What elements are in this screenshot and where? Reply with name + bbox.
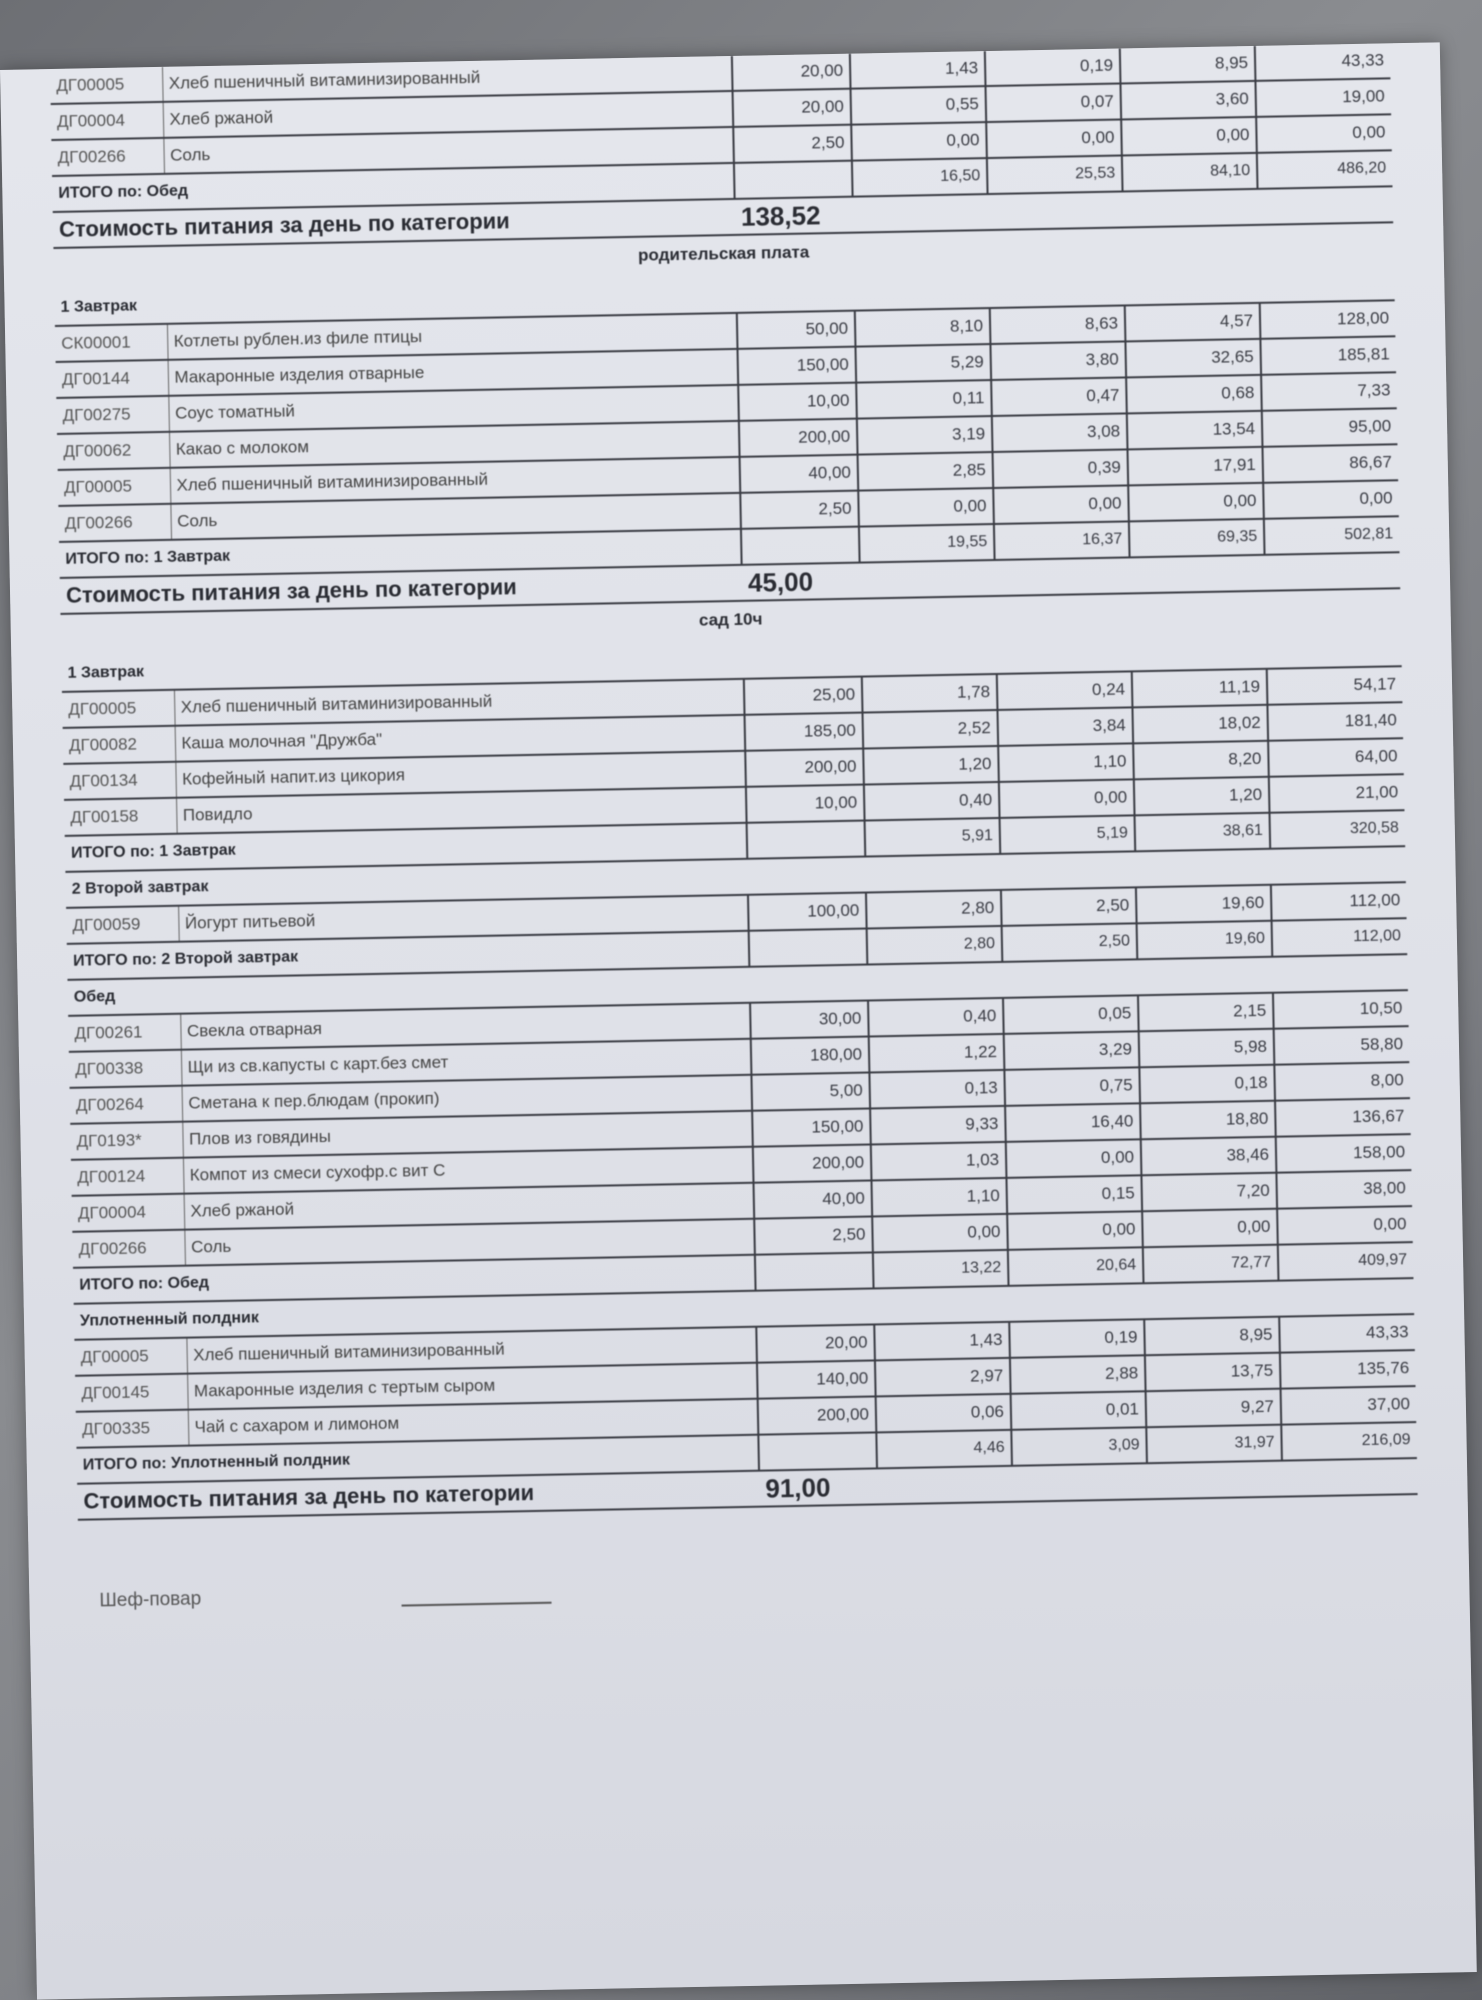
item-weight: 2,50 (733, 125, 852, 163)
menu-report (50, 43, 1419, 1612)
total-value: 4,46 (876, 1430, 1012, 1469)
item-energy: 0,00 (1277, 1206, 1413, 1245)
item-carbs: 0,00 (1142, 1209, 1278, 1248)
item-protein: 2,85 (858, 452, 994, 491)
item-fat: 3,29 (1004, 1031, 1140, 1070)
total-value: 31,97 (1146, 1425, 1282, 1464)
item-fat: 3,80 (990, 341, 1126, 380)
item-protein: 1,22 (869, 1034, 1005, 1073)
total-label: ИТОГО по: Обед (73, 1255, 756, 1304)
item-protein: 0,13 (869, 1070, 1005, 1109)
item-protein: 2,80 (866, 890, 1002, 929)
total-value: 3,09 (1011, 1427, 1147, 1466)
item-energy: 95,00 (1262, 408, 1398, 447)
item-code: ДГ00005 (74, 1338, 187, 1376)
total-value: 2,50 (1002, 923, 1138, 962)
item-fat: 3,08 (992, 413, 1128, 452)
total-value: 20,64 (1008, 1247, 1144, 1286)
section-title: 1 Завтрак (54, 265, 1394, 326)
item-code: ДГ00261 (68, 1014, 181, 1052)
item-code: ДГ00005 (58, 468, 171, 506)
total-label: ИТОГО по: Уплотненный полдник (76, 1435, 759, 1484)
item-name: Хлеб пшеничный витаминизированный (162, 56, 733, 102)
item-energy: 10,50 (1273, 990, 1409, 1029)
item-name: Хлеб пшеничный витаминизированный (170, 457, 741, 504)
item-carbs: 38,46 (1141, 1137, 1277, 1176)
signature-label: Шеф-повар (99, 1588, 202, 1612)
section-title: 1 Завтрак (61, 631, 1401, 692)
item-weight: 20,00 (732, 54, 851, 91)
item-energy: 86,67 (1262, 444, 1398, 483)
item-weight: 100,00 (748, 893, 867, 931)
item-carbs: 18,02 (1132, 705, 1268, 744)
item-carbs: 7,20 (1141, 1173, 1277, 1212)
item-name: Хлеб ржаной (184, 1183, 755, 1230)
item-carbs: 0,00 (1128, 483, 1264, 522)
item-weight: 20,00 (756, 1324, 875, 1362)
item-name: Свекла отварная (180, 1003, 751, 1050)
item-weight: 5,00 (751, 1072, 870, 1110)
item-carbs: 3,60 (1120, 81, 1256, 120)
item-carbs: 0,00 (1121, 117, 1257, 156)
item-weight: 30,00 (750, 1001, 869, 1039)
total-value: 320,58 (1269, 810, 1405, 849)
item-code: ДГ00004 (51, 102, 164, 140)
total-value: 84,10 (1122, 153, 1258, 192)
item-carbs: 13,54 (1127, 411, 1263, 450)
cost-value: 138,52 (735, 186, 1394, 235)
total-value: 16,50 (852, 158, 988, 197)
item-weight: 40,00 (740, 455, 859, 493)
item-protein: 0,11 (856, 380, 992, 419)
item-carbs: 11,19 (1132, 669, 1268, 708)
signature-block (99, 1565, 1419, 1612)
item-code: ДГ0193* (70, 1122, 183, 1160)
item-energy: 0,00 (1256, 114, 1392, 153)
item-name: Щи из св.капусты с карт.без смет (181, 1039, 752, 1086)
total-value: 13,22 (873, 1250, 1009, 1289)
item-name: Соус томатный (168, 385, 739, 432)
item-protein: 0,06 (876, 1394, 1012, 1433)
item-weight: 200,00 (745, 749, 864, 787)
menu-table-garden (61, 631, 1417, 1521)
total-value: 112,00 (1272, 918, 1408, 957)
item-energy: 38,00 (1276, 1170, 1412, 1209)
menu-table-top (50, 43, 1393, 249)
item-name: Повидло (176, 787, 747, 834)
item-fat: 1,10 (998, 743, 1134, 782)
item-fat: 16,40 (1005, 1103, 1141, 1142)
item-protein: 1,78 (862, 674, 998, 713)
item-name: Плов из говядины (182, 1111, 753, 1158)
item-weight: 150,00 (737, 347, 856, 385)
item-protein: 0,00 (858, 488, 994, 527)
item-carbs: 5,98 (1139, 1029, 1275, 1068)
cost-label: Стоимость питания за день по категории (77, 1471, 760, 1520)
item-weight: 200,00 (758, 1396, 877, 1434)
total-value: 69,35 (1129, 519, 1265, 558)
item-protein: 9,33 (870, 1106, 1006, 1145)
total-value: 25,53 (987, 155, 1123, 194)
item-code: ДГ00266 (72, 1230, 185, 1268)
item-fat: 2,50 (1001, 887, 1137, 926)
total-value: 409,97 (1278, 1242, 1414, 1281)
item-weight: 200,00 (753, 1144, 872, 1182)
item-fat: 0,00 (986, 119, 1122, 158)
item-carbs: 8,95 (1144, 1317, 1280, 1356)
item-energy: 0,00 (1263, 480, 1399, 519)
item-carbs: 17,91 (1127, 447, 1263, 486)
item-protein: 5,29 (855, 344, 991, 383)
item-name: Котлеты рублен.из филе птицы (167, 313, 738, 360)
total-value: 72,77 (1143, 1245, 1279, 1284)
item-code: ДГ00144 (56, 360, 169, 398)
item-weight: 140,00 (757, 1360, 876, 1398)
item-name: Макаронные изделия отварные (168, 349, 739, 396)
item-code: СК00001 (55, 324, 168, 362)
total-value: 19,60 (1137, 921, 1273, 960)
total-value: 486,20 (1257, 150, 1393, 189)
item-energy: 135,76 (1280, 1350, 1416, 1389)
item-code: ДГ00134 (63, 762, 176, 800)
item-protein: 0,40 (868, 998, 1004, 1037)
item-fat: 0,24 (997, 671, 1133, 710)
item-weight: 50,00 (737, 311, 856, 349)
item-code: ДГ00338 (69, 1050, 182, 1088)
item-code: ДГ00062 (57, 432, 170, 470)
item-energy: 58,80 (1274, 1026, 1410, 1065)
item-carbs: 8,95 (1120, 46, 1256, 84)
total-value: 38,61 (1135, 813, 1271, 852)
cost-value: 91,00 (759, 1458, 1418, 1507)
item-fat: 0,19 (985, 48, 1121, 86)
item-carbs: 13,75 (1145, 1353, 1281, 1392)
item-carbs: 0,18 (1139, 1065, 1275, 1104)
category-caption: родительская плата (637, 242, 810, 265)
item-name: Макаронные изделия с тертым сыром (187, 1363, 758, 1410)
item-energy: 181,40 (1267, 702, 1403, 741)
total-value: 502,81 (1264, 516, 1400, 555)
item-fat: 0,00 (1007, 1211, 1143, 1250)
item-protein: 0,55 (851, 86, 987, 125)
menu-table-parent (54, 265, 1400, 615)
item-name: Какао с молоком (169, 421, 740, 468)
item-energy: 7,33 (1261, 372, 1397, 411)
item-name: Соль (184, 1219, 755, 1266)
item-fat: 2,88 (1010, 1355, 1146, 1394)
item-energy: 128,00 (1260, 300, 1396, 339)
item-protein: 3,19 (857, 416, 993, 455)
item-weight: 40,00 (754, 1180, 873, 1218)
item-protein: 2,52 (862, 710, 998, 749)
item-energy: 136,67 (1275, 1098, 1411, 1137)
item-energy: 21,00 (1269, 774, 1405, 813)
item-energy: 43,33 (1279, 1314, 1415, 1353)
total-value: 216,09 (1281, 1422, 1417, 1461)
document-sheet (0, 42, 1477, 1999)
item-code: ДГ00335 (76, 1410, 189, 1448)
item-code: ДГ00005 (62, 690, 175, 728)
total-value: 19,55 (859, 524, 995, 563)
item-energy: 112,00 (1271, 882, 1407, 921)
cost-value: 45,00 (742, 552, 1401, 601)
total-label: ИТОГО по: 2 Второй завтрак (67, 931, 750, 980)
item-protein: 0,00 (872, 1214, 1008, 1253)
item-name: Сметана к пер.блюдам (прокип) (182, 1075, 753, 1122)
item-weight: 10,00 (738, 383, 857, 421)
item-fat: 0,00 (999, 779, 1135, 818)
item-energy: 64,00 (1268, 738, 1404, 777)
item-code: ДГ00082 (63, 726, 176, 764)
item-weight: 25,00 (744, 677, 863, 715)
item-fat: 0,15 (1006, 1175, 1142, 1214)
item-fat: 3,84 (997, 707, 1133, 746)
category-caption: сад 10ч (698, 609, 763, 630)
item-carbs: 1,20 (1134, 777, 1270, 816)
item-name: Хлеб пшеничный витаминизированный (186, 1327, 757, 1374)
item-code: ДГ00266 (51, 138, 164, 176)
section-title: Уплотненный полдник (74, 1278, 1414, 1340)
item-name: Чай с сахаром и лимоном (188, 1399, 759, 1446)
item-fat: 0,39 (993, 449, 1129, 488)
item-carbs: 2,15 (1138, 993, 1274, 1032)
total-value: 5,19 (1000, 815, 1136, 854)
item-code: ДГ00005 (50, 67, 163, 104)
item-fat: 8,63 (990, 305, 1126, 344)
total-label: ИТОГО по: Обед (52, 163, 735, 212)
total-value: 5,91 (865, 818, 1001, 857)
item-protein: 8,10 (855, 308, 991, 347)
item-name: Соль (170, 493, 741, 540)
item-code: ДГ00059 (66, 906, 179, 944)
item-name: Хлеб ржаной (163, 91, 734, 138)
section-title: Обед (67, 954, 1407, 1016)
total-value: 16,37 (994, 521, 1130, 560)
item-protein: 1,10 (871, 1178, 1007, 1217)
total-label: ИТОГО по: 1 Завтрак (59, 529, 742, 578)
item-weight: 185,00 (745, 713, 864, 751)
item-energy: 185,81 (1260, 336, 1396, 375)
item-name: Хлеб пшеничный витаминизированный (174, 679, 745, 726)
item-protein: 1,43 (874, 1322, 1010, 1361)
item-weight: 200,00 (739, 419, 858, 457)
item-protein: 0,00 (851, 122, 987, 161)
item-weight: 20,00 (733, 89, 852, 127)
item-carbs: 9,27 (1146, 1389, 1282, 1428)
item-energy: 158,00 (1276, 1134, 1412, 1173)
item-weight: 2,50 (740, 491, 859, 529)
section-title: 2 Второй завтрак (65, 846, 1405, 908)
item-energy: 8,00 (1274, 1062, 1410, 1101)
item-name: Соль (163, 127, 734, 174)
total-value: 2,80 (867, 926, 1003, 965)
total-label: ИТОГО по: 1 Завтрак (65, 823, 748, 872)
item-fat: 0,00 (993, 485, 1129, 524)
item-energy: 37,00 (1281, 1386, 1417, 1425)
item-carbs: 19,60 (1136, 885, 1272, 924)
cost-label: Стоимость питания за день по категории (53, 199, 736, 248)
item-weight: 10,00 (746, 785, 865, 823)
item-fat: 0,19 (1009, 1319, 1145, 1358)
item-weight: 150,00 (752, 1108, 871, 1146)
item-protein: 1,43 (850, 51, 986, 89)
item-code: ДГ00264 (70, 1086, 183, 1124)
item-fat: 0,00 (1006, 1139, 1142, 1178)
item-name: Йогурт питьевой (178, 895, 749, 942)
item-code: ДГ00158 (64, 798, 177, 836)
item-protein: 1,03 (871, 1142, 1007, 1181)
item-carbs: 18,80 (1140, 1101, 1276, 1140)
item-fat: 0,07 (985, 83, 1121, 122)
item-name: Компот из смеси сухофр.с вит С (183, 1147, 754, 1194)
item-protein: 0,40 (864, 782, 1000, 821)
item-protein: 1,20 (863, 746, 999, 785)
item-fat: 0,05 (1003, 995, 1139, 1034)
item-name: Кофейный напит.из цикория (175, 751, 746, 798)
item-weight: 180,00 (751, 1037, 870, 1075)
item-carbs: 4,57 (1125, 303, 1261, 342)
item-code: ДГ00145 (75, 1374, 188, 1412)
cost-label: Стоимость питания за день по категории (60, 565, 743, 614)
item-energy: 43,33 (1255, 43, 1391, 81)
item-fat: 0,75 (1004, 1067, 1140, 1106)
item-name: Каша молочная "Дружба" (175, 715, 746, 762)
item-code: ДГ00275 (56, 396, 169, 434)
item-protein: 2,97 (875, 1358, 1011, 1397)
item-fat: 0,47 (991, 377, 1127, 416)
item-energy: 54,17 (1267, 666, 1403, 705)
item-code: ДГ00004 (72, 1194, 185, 1232)
item-code: ДГ00124 (71, 1158, 184, 1196)
item-fat: 0,01 (1011, 1391, 1147, 1430)
item-carbs: 8,20 (1133, 741, 1269, 780)
item-weight: 2,50 (754, 1216, 873, 1254)
item-energy: 19,00 (1255, 78, 1391, 117)
item-code: ДГ00266 (58, 504, 171, 542)
item-carbs: 0,68 (1126, 375, 1262, 414)
item-carbs: 32,65 (1125, 339, 1261, 378)
signature-line (401, 1584, 551, 1607)
